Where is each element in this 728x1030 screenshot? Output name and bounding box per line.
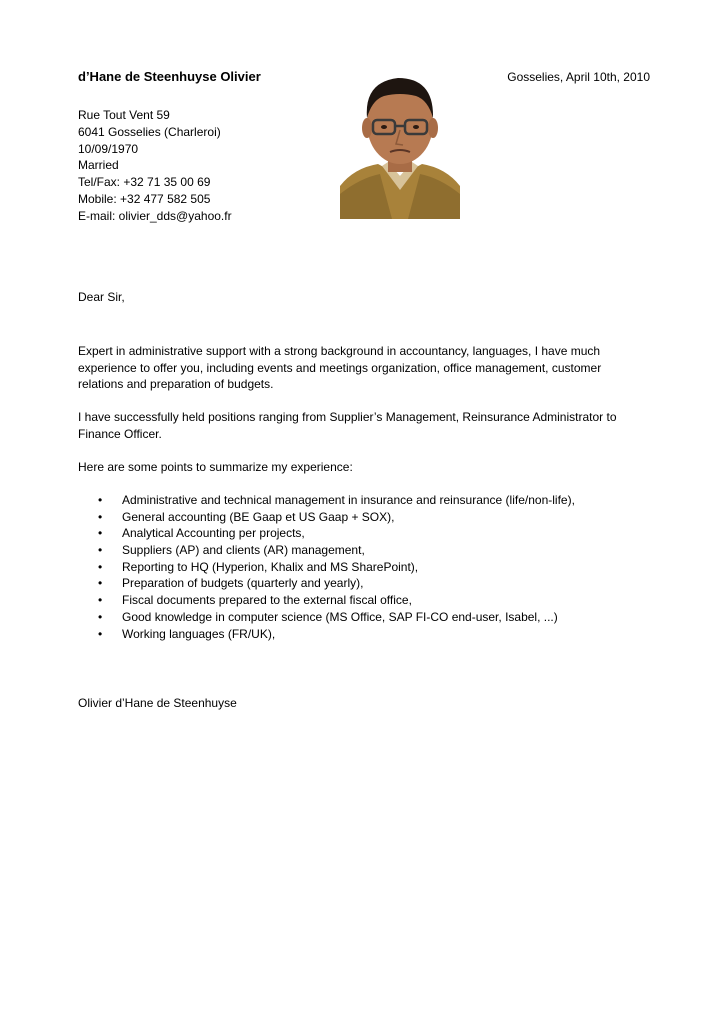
list-item-text: Reporting to HQ (Hyperion, Khalix and MS SharePoint),	[122, 559, 419, 574]
bullet-icon: •	[98, 576, 103, 591]
bullet-icon: •	[98, 509, 103, 524]
birth-date: 10/09/1970	[78, 141, 139, 156]
bullet-icon: •	[98, 626, 103, 641]
list-item-text: General accounting (BE Gaap et US Gaap + SOX),	[122, 509, 395, 524]
bullet-icon: •	[98, 526, 103, 541]
list-item-text: Analytical Accounting per projects,	[122, 526, 305, 541]
tel-fax: Tel/Fax: +32 71 35 00 69	[78, 175, 211, 190]
list-item	[98, 592, 658, 609]
list-item-text: Good knowledge in computer science (MS Office, SAP FI-CO end-user, Isabel, ...)	[122, 609, 558, 624]
list-item	[98, 509, 658, 526]
list-item-text: Fiscal documents prepared to the external fiscal office,	[122, 593, 412, 608]
list-item	[98, 626, 658, 643]
paragraph-intro: Expert in administrative support with a strong background in accountancy, languages, I have much experience to offer you, including events and meetings organization, office management, customer relations and preparation of budgets.	[78, 344, 602, 391]
list-item-text: Preparation of budgets (quarterly and yearly),	[122, 576, 364, 591]
paragraph-summary-lead: Here are some points to summarize my experience:	[78, 459, 353, 474]
marital-status: Married	[78, 158, 119, 173]
list-item-text: Suppliers (AP) and clients (AR) management,	[122, 543, 365, 558]
address-street: Rue Tout Vent 59	[78, 108, 170, 122]
bullet-icon: •	[98, 609, 103, 624]
mobile: Mobile: +32 477 582 505	[78, 191, 211, 206]
sender-name: d’Hane de Steenhuyse Olivier	[78, 69, 261, 84]
letter-date: Gosselies, April 10th, 2010	[507, 70, 650, 84]
list-item-text: Administrative and technical management in insurance and reinsurance (life/non-life),	[122, 493, 575, 507]
list-item	[98, 542, 658, 559]
experience-list	[98, 492, 658, 642]
bullet-icon: •	[98, 559, 103, 574]
email: E-mail: olivier_dds@yahoo.fr	[78, 208, 232, 223]
list-item	[98, 609, 658, 626]
salutation: Dear Sir,	[78, 290, 125, 304]
bullet-icon: •	[98, 593, 103, 608]
list-item-text: Working languages (FR/UK),	[122, 626, 276, 641]
paragraph-positions: I have successfully held positions ranging from Supplier’s Management, Reinsurance Administrator to Finance Officer.	[78, 410, 617, 441]
list-item	[98, 559, 658, 576]
bullet-icon: •	[98, 493, 103, 507]
portrait-photo	[340, 68, 460, 219]
list-item	[98, 575, 658, 592]
list-item	[98, 525, 658, 542]
list-item	[98, 492, 658, 509]
letter-body	[78, 343, 638, 492]
address-block	[78, 107, 232, 225]
address-city: 6041 Gosselies (Charleroi)	[78, 124, 221, 139]
bullet-icon: •	[98, 543, 103, 558]
signature-name: Olivier d’Hane de Steenhuyse	[78, 696, 237, 710]
